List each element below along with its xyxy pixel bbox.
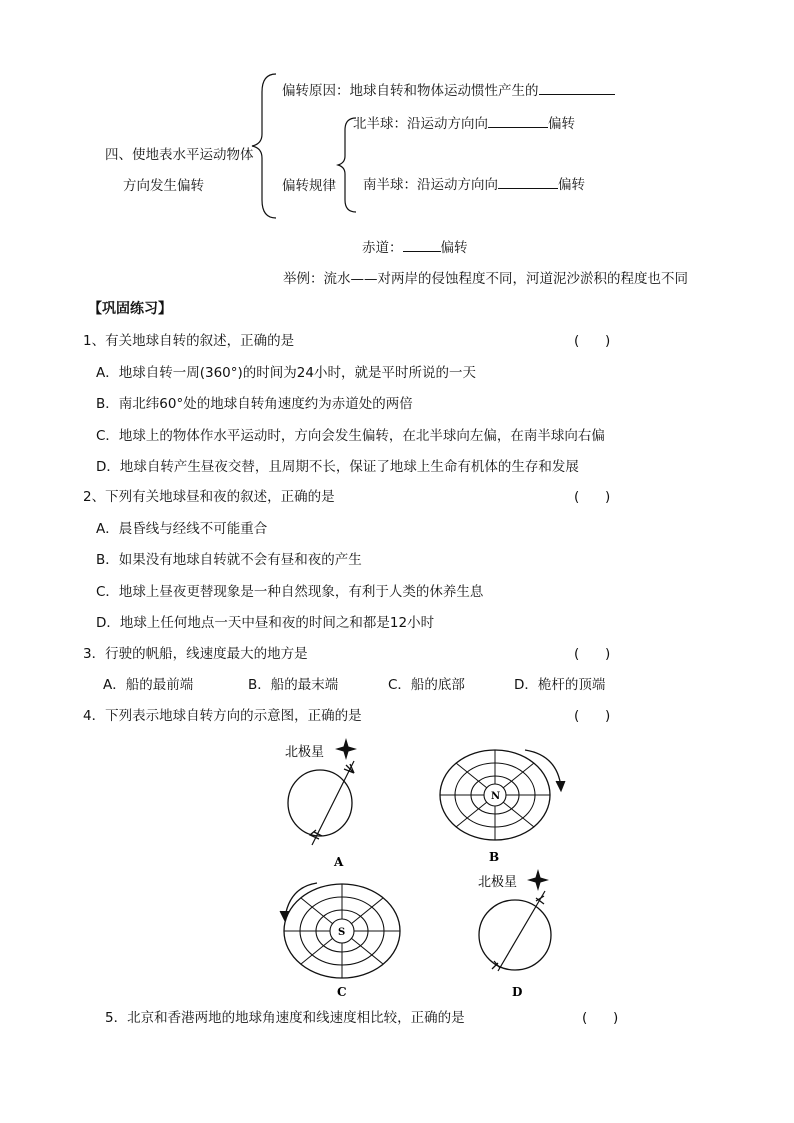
large-brace-icon — [250, 72, 280, 220]
main-topic-line2: 方向发生偏转 — [123, 178, 204, 194]
pole-label: N — [491, 791, 501, 802]
north-rule-text: 北半球：沿运动方向向 — [353, 116, 488, 132]
deflection-cause-text: 偏转原因：地球自转和物体运动惯性产生的 — [282, 83, 539, 99]
globe-outline — [479, 900, 551, 970]
earth-axis — [498, 891, 545, 971]
south-deflect-text: 偏转 — [558, 177, 585, 193]
question-stem: 1、有关地球自转的叙述，正确的是 — [83, 333, 295, 349]
north-deflect-text: 偏转 — [548, 116, 575, 132]
panel-label: B — [489, 850, 500, 864]
option-d: D．地球上任何地点一天中昼和夜的时间之和都是12小时 — [96, 615, 435, 631]
question-stem: 3．行驶的帆船，线速度最大的地方是 — [83, 646, 308, 662]
answer-parentheses: ( ) — [574, 708, 611, 724]
panel-label: A — [334, 855, 344, 869]
deflection-rule-label: 偏转规律 — [282, 178, 336, 194]
arrow-head-icon — [556, 781, 565, 791]
main-topic-line1: 四、使地表水平运动物体 — [105, 147, 254, 163]
question-stem: 5．北京和香港两地的地球角速度和线速度相比较，正确的是 — [105, 1010, 465, 1026]
panel-label: C — [337, 985, 347, 999]
polaris-label: 北极星 — [285, 745, 325, 760]
rotation-arrow-icon — [285, 883, 317, 917]
option-d: D．地球自转产生昼夜交替，且周期不长，保证了地球上生命有机体的生存和发展 — [96, 459, 579, 475]
option-a: A．晨昏线与经线不可能重合 — [96, 521, 268, 537]
equator-deflect-text: 偏转 — [440, 240, 468, 256]
polaris-star-icon — [527, 869, 549, 891]
option-c: C．地球上的物体作水平运动时，方向会发生偏转，在北半球向左偏，在南半球向右偏 — [96, 428, 605, 444]
answer-blank — [498, 176, 558, 189]
polaris-label: 北极星 — [478, 875, 518, 890]
earth-axis — [312, 761, 354, 845]
polaris-star-icon — [335, 738, 357, 760]
option-c: C．地球上昼夜更替现象是一种自然现象，有利于人类的休养生息 — [96, 584, 484, 600]
answer-blank — [403, 239, 441, 252]
arrow-head-icon — [280, 911, 289, 921]
rotation-arrow-icon — [525, 750, 561, 787]
answer-blank — [488, 115, 548, 128]
option-c: C．船的底部 — [388, 677, 465, 693]
answer-parentheses: ( ) — [574, 646, 611, 662]
south-rule-text: 南半球：沿运动方向向 — [363, 177, 498, 193]
question-stem: 2、下列有关地球昼和夜的叙述，正确的是 — [83, 489, 335, 505]
option-b: B．南北纬60°处的地球自转角速度约为赤道处的两倍 — [96, 396, 413, 412]
option-d: D．桅杆的顶端 — [514, 677, 606, 693]
rotation-arrow-icon — [344, 764, 354, 773]
option-b: B．如果没有地球自转就不会有昼和夜的产生 — [96, 552, 362, 568]
panel-a — [285, 738, 357, 869]
section-title: 【巩固练习】 — [88, 301, 172, 317]
pole-label: S — [338, 927, 346, 938]
answer-parentheses: ( ) — [582, 1010, 619, 1026]
equator-rule — [362, 239, 468, 257]
option-a: A．船的最前端 — [103, 677, 194, 693]
example-line: 举例：流水——对两岸的侵蚀程度不同，河道泥沙淤积的程度也不同 — [283, 271, 688, 287]
equator-prefix: 赤道： — [362, 240, 403, 256]
earth-rotation-figure — [270, 735, 590, 1005]
answer-blank — [539, 82, 615, 95]
panel-d — [478, 869, 551, 999]
question-stem: 4．下列表示地球自转方向的示意图，正确的是 — [83, 708, 362, 724]
panel-c — [280, 883, 400, 999]
deflection-cause — [282, 82, 615, 100]
option-b: B．船的最末端 — [248, 677, 339, 693]
globe-outline — [288, 770, 352, 836]
southern-hemisphere-rule — [363, 176, 585, 194]
answer-parentheses: ( ) — [574, 333, 611, 349]
northern-hemisphere-rule — [353, 115, 575, 133]
answer-parentheses: ( ) — [574, 489, 611, 505]
panel-b — [440, 750, 565, 864]
option-a: A．地球自转一周(360°)的时间为24小时，就是平时所说的一天 — [96, 365, 476, 381]
panel-label: D — [512, 985, 523, 999]
